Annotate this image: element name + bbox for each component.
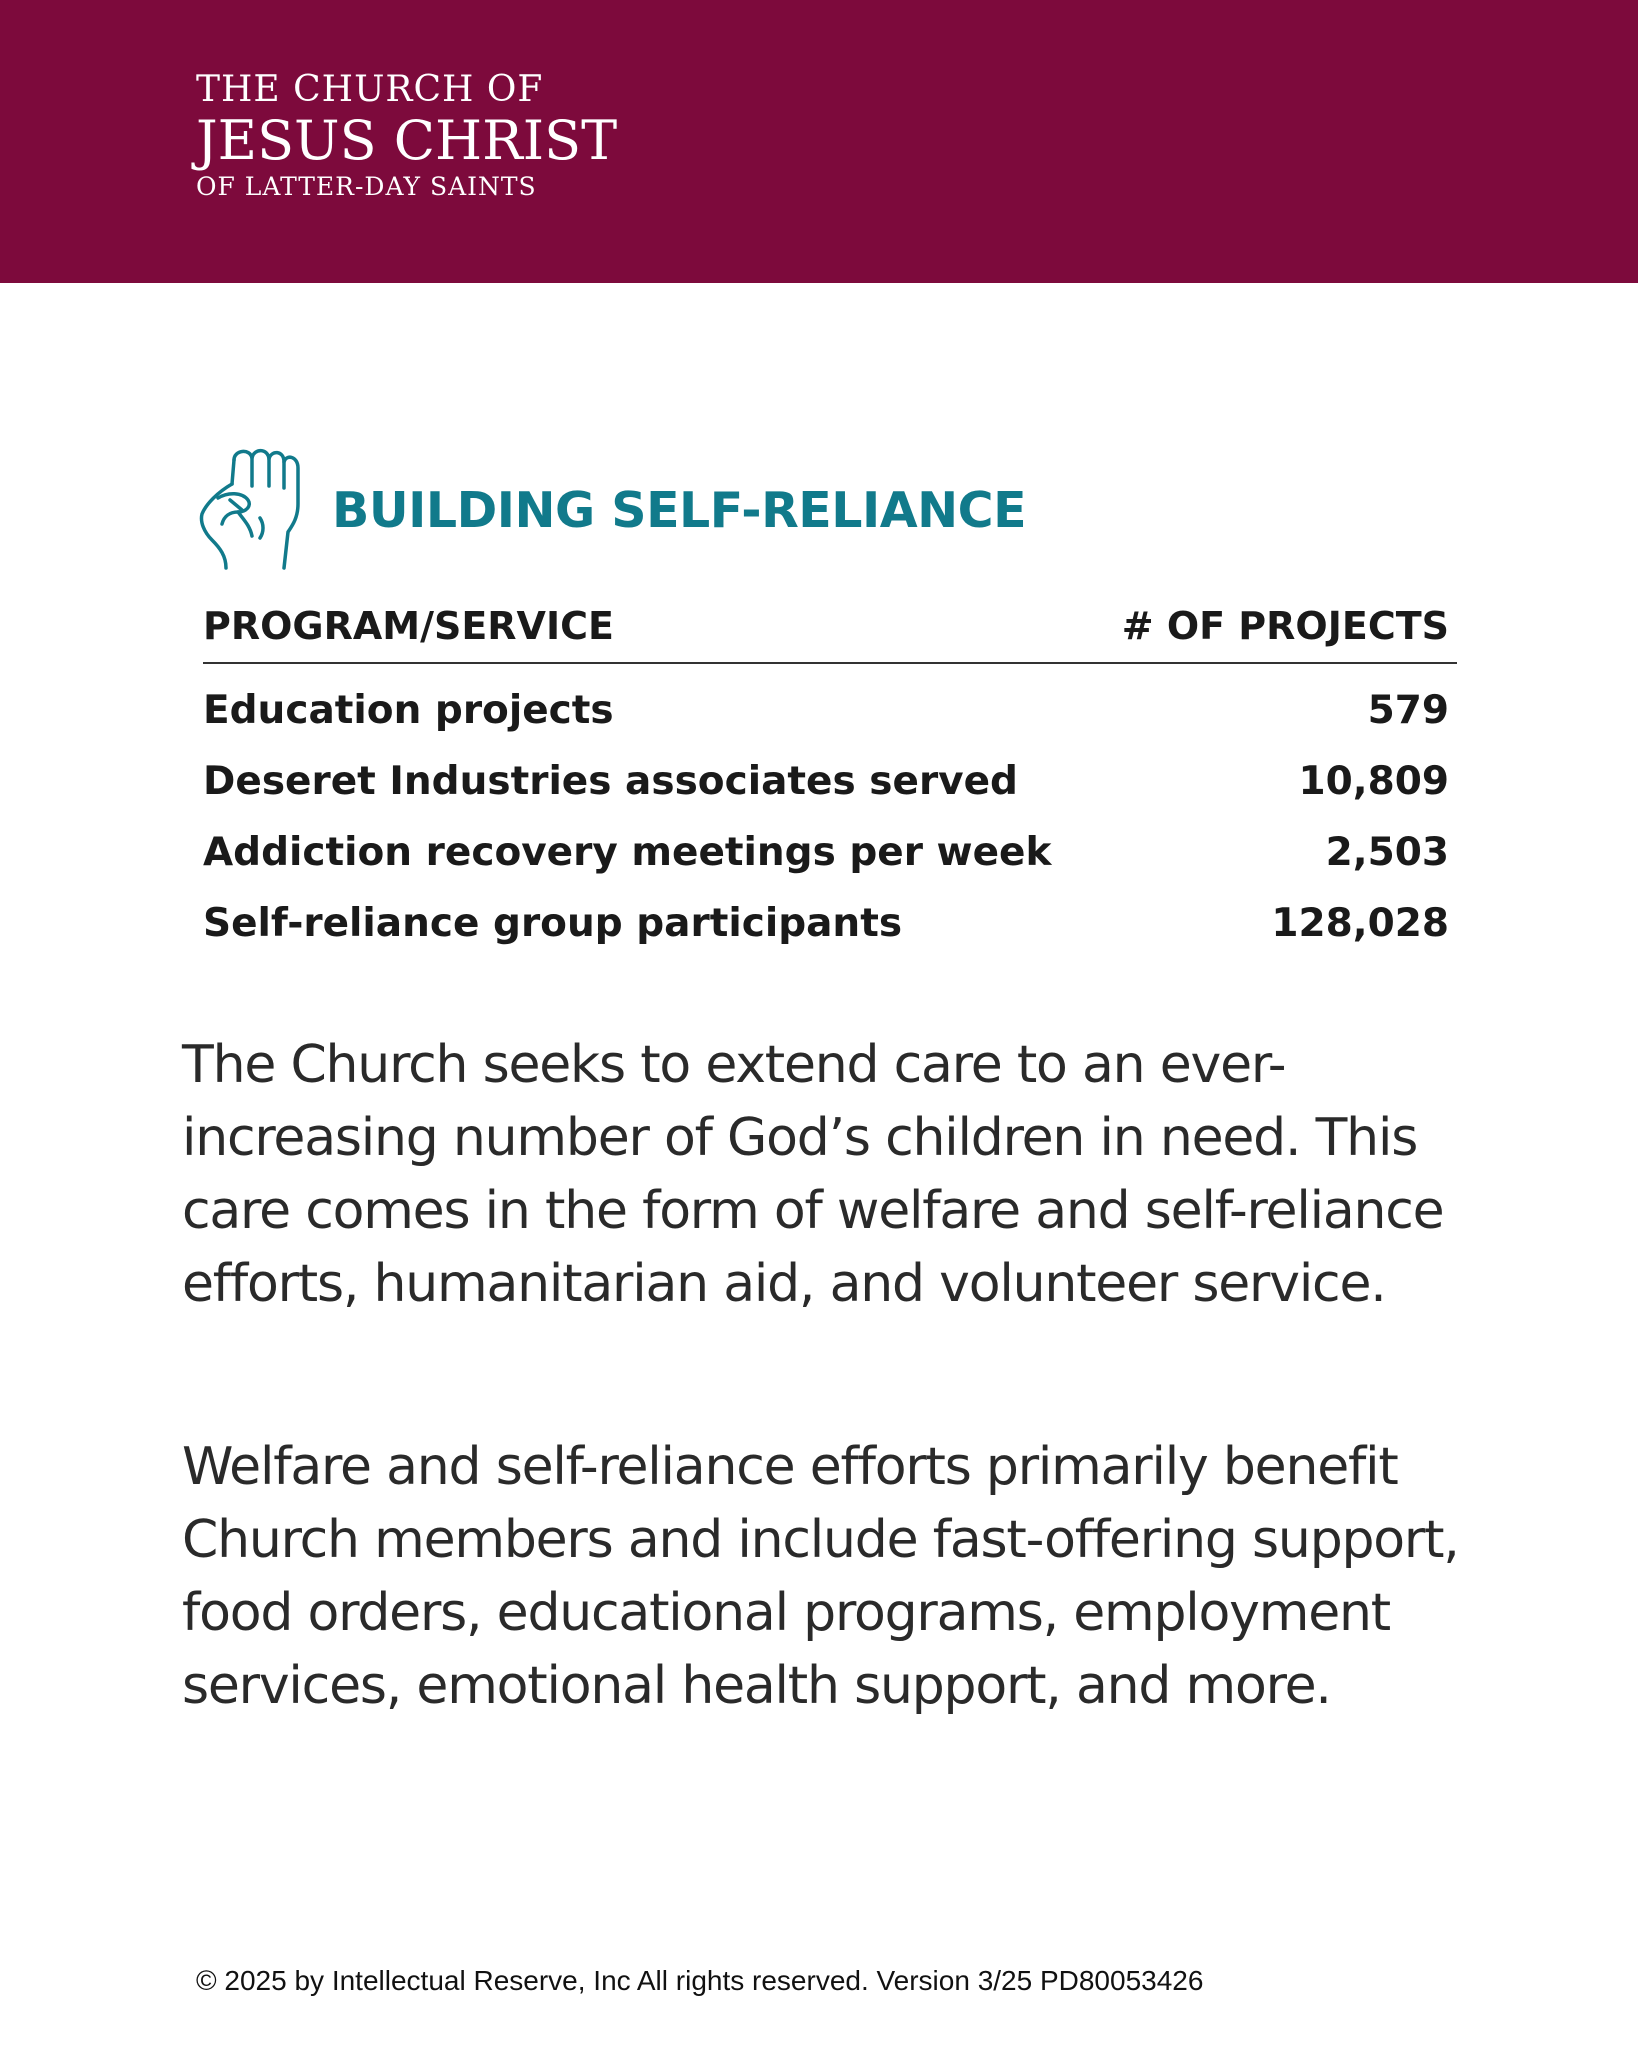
table-body: [203, 664, 1457, 962]
table-row: [203, 820, 1457, 891]
row-value: 128,028: [1271, 901, 1449, 946]
column-header-projects: # OF PROJECTS: [1121, 604, 1449, 648]
row-label: Addiction recovery meetings per week: [203, 830, 1052, 875]
table-row: [203, 749, 1457, 820]
logo-line-3: OF LATTER-DAY SAINTS: [196, 172, 537, 201]
raised-fist-icon: [198, 440, 308, 572]
projects-table: [203, 596, 1457, 962]
logo-line-2: JESUS CHRIST: [196, 109, 618, 172]
header-banner: [0, 0, 1638, 283]
table-row: [203, 891, 1457, 962]
row-value: 10,809: [1298, 759, 1449, 804]
table-header: [203, 596, 1457, 664]
body-paragraph-1: The Church seeks to extend care to an ever-increasing number of God’s children in need. This care comes in the form of welfare and self-reliance efforts, humanitarian aid, and volunteer service.: [182, 1035, 1444, 1314]
row-label: Deseret Industries associates served: [203, 759, 1018, 804]
copyright-footer: © 2025 by Intellectual Reserve, Inc All rights reserved. Version 3/25 PD80053426: [196, 1965, 1204, 1996]
table-row: [203, 678, 1457, 749]
row-label: Self-reliance group participants: [203, 901, 903, 946]
body-paragraph-2: Welfare and self-reliance efforts primarily benefit Church members and include fast-offering support, food orders, educational programs, employment services, emotional health support, and more.: [182, 1437, 1459, 1716]
row-value: 2,503: [1325, 830, 1449, 875]
logo-line-1: THE CHURCH OF: [196, 69, 544, 110]
column-header-program: PROGRAM/SERVICE: [203, 604, 614, 648]
row-label: Education projects: [203, 688, 614, 733]
row-value: 579: [1367, 688, 1449, 733]
church-logo: [196, 69, 618, 201]
section-title: BUILDING SELF-RELIANCE: [332, 482, 1027, 539]
